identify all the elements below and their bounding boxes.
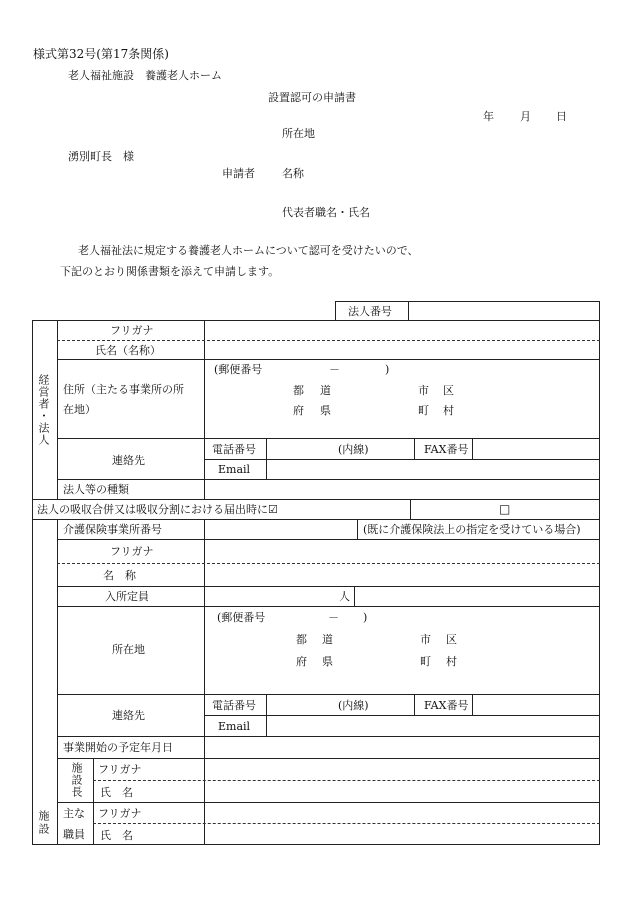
date-day-label: 日 bbox=[556, 110, 567, 123]
operator-to-char: 都 bbox=[293, 384, 304, 397]
facility-do-char: 道 bbox=[322, 633, 333, 646]
staff-furigana-field[interactable] bbox=[206, 804, 598, 820]
operator-name-label: 氏名（名称） bbox=[95, 344, 161, 357]
operator-ku-char: 区 bbox=[443, 384, 454, 397]
facility-side-label: 施設 bbox=[37, 810, 50, 836]
facility-furigana-field[interactable] bbox=[206, 542, 598, 558]
operator-shi-char: 市 bbox=[418, 384, 429, 397]
operator-fax-field[interactable] bbox=[474, 440, 598, 456]
applicant-label: 申請者 bbox=[222, 167, 255, 180]
date-month-label: 月 bbox=[520, 110, 531, 123]
operator-postal-dash: － bbox=[329, 363, 340, 376]
form-number: 様式第32号(第17条関係) bbox=[33, 47, 169, 61]
facility-furigana-label: フリガナ bbox=[110, 545, 154, 558]
staff-furigana-label: フリガナ bbox=[98, 807, 142, 820]
head-name-field[interactable] bbox=[206, 783, 598, 799]
head-name-label: 氏 名 bbox=[100, 786, 133, 799]
facility-head-label: 施設長 bbox=[70, 762, 83, 798]
operator-postal-label: (郵便番号 bbox=[214, 363, 263, 376]
page-title: 設置認可の申請書 bbox=[268, 91, 356, 104]
facility-shi-char: 市 bbox=[420, 633, 431, 646]
care-number-note: (既に介護保険法上の指定を受けている場合) bbox=[363, 523, 581, 536]
operator-corp-type-field[interactable] bbox=[206, 481, 598, 497]
applicant-name-label: 名称 bbox=[282, 167, 304, 180]
operator-furigana-field[interactable] bbox=[206, 322, 598, 338]
staff-label-1: 主な bbox=[63, 807, 85, 820]
operator-email-field[interactable] bbox=[268, 461, 598, 477]
representative-label: 代表者職名・氏名 bbox=[282, 206, 370, 219]
head-furigana-field[interactable] bbox=[206, 760, 598, 776]
operator-fu-char: 府 bbox=[293, 404, 304, 417]
facility-tel-field[interactable] bbox=[268, 696, 328, 712]
operator-address-label: 住所（主たる事業所の所 bbox=[63, 383, 184, 396]
facility-postal-dash: － bbox=[328, 611, 339, 624]
merger-checkbox[interactable]: □ bbox=[499, 502, 511, 516]
facility-machi-char: 町 bbox=[420, 655, 431, 668]
staff-label-2: 職員 bbox=[63, 828, 85, 841]
operator-ext-label: (内線) bbox=[338, 443, 369, 456]
capacity-field[interactable] bbox=[206, 588, 336, 604]
capacity-unit: 人 bbox=[339, 590, 350, 603]
facility-ken-char: 県 bbox=[322, 655, 333, 668]
facility-postal-label: (郵便番号 bbox=[217, 611, 266, 624]
capacity-label: 入所定員 bbox=[105, 590, 149, 603]
facility-name-field[interactable] bbox=[206, 566, 598, 582]
facility-fax-field[interactable] bbox=[474, 696, 598, 712]
merger-label: 法人の吸収合併又は吸収分割における届出時に☑ bbox=[37, 503, 278, 516]
facility-email-label: Email bbox=[218, 720, 251, 733]
facility-contact-label: 連絡先 bbox=[112, 709, 145, 722]
body-text-line-2: 下記のとおり関係書類を添えて申請します。 bbox=[60, 265, 280, 278]
operator-postal-close: ) bbox=[385, 363, 390, 376]
date-year-label: 年 bbox=[483, 110, 494, 123]
facility-ext-label: (内線) bbox=[338, 699, 369, 712]
facility-to-char: 都 bbox=[296, 633, 307, 646]
operator-tel-label: 電話番号 bbox=[212, 443, 256, 456]
operator-email-label: Email bbox=[218, 463, 251, 476]
start-date-label: 事業開始の予定年月日 bbox=[63, 741, 173, 754]
care-number-label: 介護保険事業所番号 bbox=[63, 523, 162, 536]
operator-do-char: 道 bbox=[320, 384, 331, 397]
operator-name-field[interactable] bbox=[206, 342, 598, 358]
care-number-field[interactable] bbox=[206, 521, 356, 537]
facility-email-field[interactable] bbox=[268, 718, 598, 734]
operator-ken-char: 県 bbox=[320, 404, 331, 417]
operator-side-label: 経営者・法人 bbox=[37, 374, 50, 446]
facility-tel-label: 電話番号 bbox=[212, 699, 256, 712]
facility-ku-char: 区 bbox=[446, 633, 457, 646]
operator-address-label-2: 在地） bbox=[63, 403, 96, 416]
facility-fax-label: FAX番号 bbox=[424, 699, 469, 712]
corp-number-label: 法人番号 bbox=[348, 305, 392, 318]
head-furigana-label: フリガナ bbox=[98, 763, 142, 776]
operator-contact-label: 連絡先 bbox=[112, 454, 145, 467]
staff-name-label: 氏 名 bbox=[100, 829, 133, 842]
operator-machi-char: 町 bbox=[418, 404, 429, 417]
facility-mura-char: 村 bbox=[446, 655, 457, 668]
applicant-address-label: 所在地 bbox=[282, 127, 315, 140]
addressee: 湧別町長 様 bbox=[68, 150, 134, 163]
start-date-field[interactable] bbox=[206, 738, 598, 754]
operator-corp-type-label: 法人等の種類 bbox=[63, 483, 129, 496]
staff-name-field[interactable] bbox=[206, 826, 598, 842]
operator-fax-label: FAX番号 bbox=[424, 443, 469, 456]
facility-address-label: 所在地 bbox=[112, 643, 145, 656]
form-subtitle: 老人福祉施設 養護老人ホーム bbox=[68, 69, 222, 82]
facility-name-label: 名 称 bbox=[103, 569, 136, 582]
corp-number-field[interactable] bbox=[412, 303, 598, 319]
facility-postal-close: ) bbox=[363, 611, 368, 624]
operator-tel-field[interactable] bbox=[268, 440, 328, 456]
operator-mura-char: 村 bbox=[443, 404, 454, 417]
body-text-line-1: 老人福祉法に規定する養護老人ホームについて認可を受けたいので、 bbox=[78, 244, 419, 257]
facility-fu-char: 府 bbox=[296, 655, 307, 668]
operator-furigana-label: フリガナ bbox=[110, 324, 154, 337]
